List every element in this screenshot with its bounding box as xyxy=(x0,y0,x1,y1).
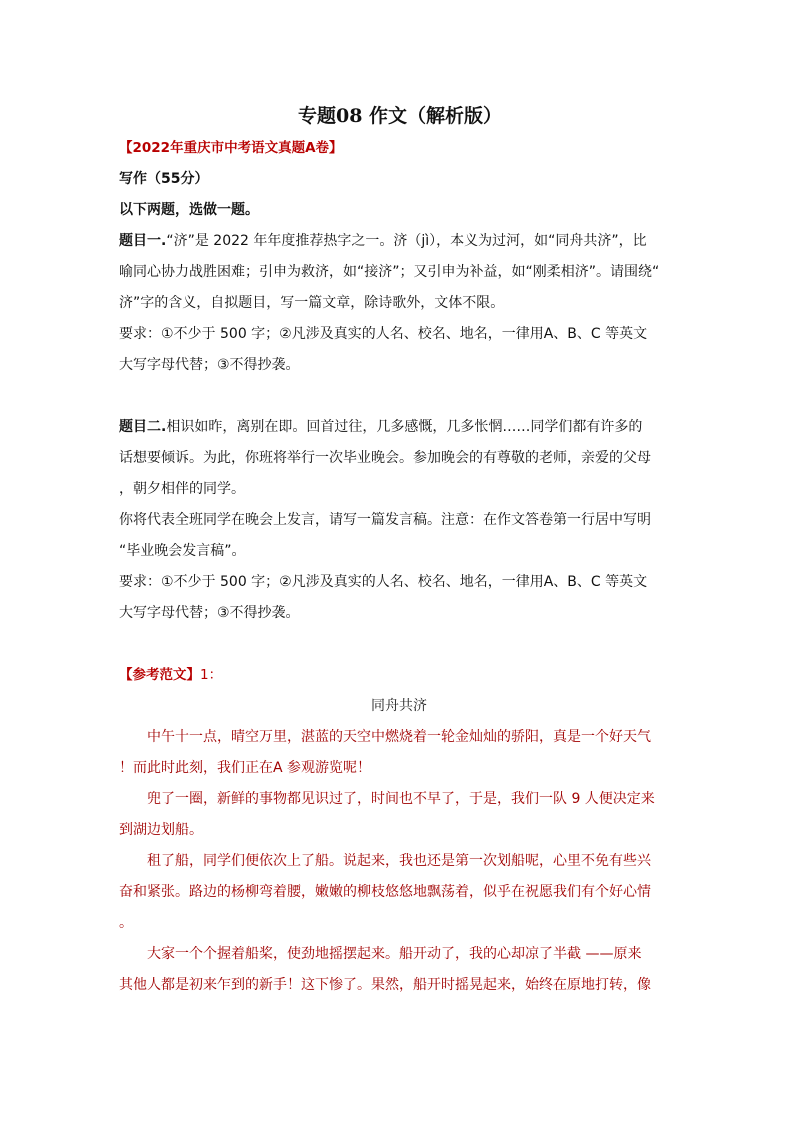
essay-paragraph-line: 到湖边划船。 xyxy=(119,822,203,838)
question2-line-2: 话想要倾诉。为此，你班将举行一次毕业晚会。参加晚会的有尊敬的老师，亲爱的父母 xyxy=(119,450,651,466)
document-title: 专题08 作文（解析版） xyxy=(297,105,503,127)
essay-paragraph-line: 中午十一点，晴空万里，湛蓝的天空中燃烧着一轮金灿灿的骄阳，真是一个好天气 xyxy=(147,729,651,745)
document-page xyxy=(119,100,679,1001)
question2-line-1: 题目二.相识如昨，离别在即。回首过往，几多感慨，几多怅惘……同学们都有许多的 xyxy=(119,419,643,435)
essay-paragraph-line: 大家一个个握着船桨，使劲地摇摆起来。船开动了，我的心却凉了半截 ——原来 xyxy=(147,946,642,962)
question1-line-1: 题目一.“济”是 2022 年年度推荐热字之一。济（jì），本义为过河，如“同舟共济”，比 xyxy=(119,233,647,249)
instruction-text: 以下两题，选做一题。 xyxy=(119,202,259,218)
question1-line-3: 济”字的含义，自拟题目，写一篇文章，除诗歌外，文体不限。 xyxy=(119,295,505,311)
spacer xyxy=(119,381,679,412)
essay-paragraph-line: 奋和紧张。路边的杨柳弯着腰，嫩嫩的柳枝悠悠地飘荡着，似乎在祝愿我们有个好心情 xyxy=(119,884,651,900)
question2-label: 题目二. xyxy=(119,419,167,435)
essay-title: 同舟共济 xyxy=(371,698,427,714)
question1-requirement-2: 大写字母代替；③不得抄袭。 xyxy=(119,357,300,373)
question1-line-2: 喻同心协力战胜困难；引申为救济，如“接济”；又引申为补益，如“刚柔相济”。请围绕“ xyxy=(119,264,660,280)
essay-body xyxy=(119,722,679,1001)
essay-paragraph-line: 其他人都是初来乍到的新手！这下惨了。果然，船开时摇晃起来，始终在原地打转，像 xyxy=(119,977,651,993)
question2-line-3: ，朝夕相伴的同学。 xyxy=(119,481,245,497)
question2-requirement-2: 大写字母代替；③不得抄袭。 xyxy=(119,605,300,621)
essay-paragraph-line: 。 xyxy=(119,915,133,931)
question2-line-5: “毕业晚会发言稿”。 xyxy=(119,543,246,559)
question1-requirement-1: 要求：①不少于 500 字；②凡涉及真实的人名、校名、地名，一律用A、B、C 等英文 xyxy=(119,326,648,342)
reference-label: 【参考范文】1： xyxy=(119,667,223,683)
source-label: 【2022年重庆市中考语文真题A卷】 xyxy=(119,140,343,156)
question2-line-4: 你将代表全班同学在晚会上发言，请写一篇发言稿。注意：在作文答卷第一行居中写明 xyxy=(119,512,651,528)
section-heading: 写作（55分） xyxy=(119,171,209,187)
essay-paragraph-line: ！而此时此刻，我们正在A 参观游览呢！ xyxy=(119,760,372,776)
essay-paragraph-line: 兜了一圈，新鲜的事物都见识过了，时间也不早了，于是，我们一队 9 人便决定来 xyxy=(147,791,655,807)
spacer xyxy=(119,629,679,660)
question1-label: 题目一. xyxy=(119,233,167,249)
essay-paragraph-line: 租了船，同学们便依次上了船。说起来，我也还是第一次划船呢，心里不免有些兴 xyxy=(147,853,651,869)
question2-requirement-1: 要求：①不少于 500 字；②凡涉及真实的人名、校名、地名，一律用A、B、C 等英文 xyxy=(119,574,648,590)
